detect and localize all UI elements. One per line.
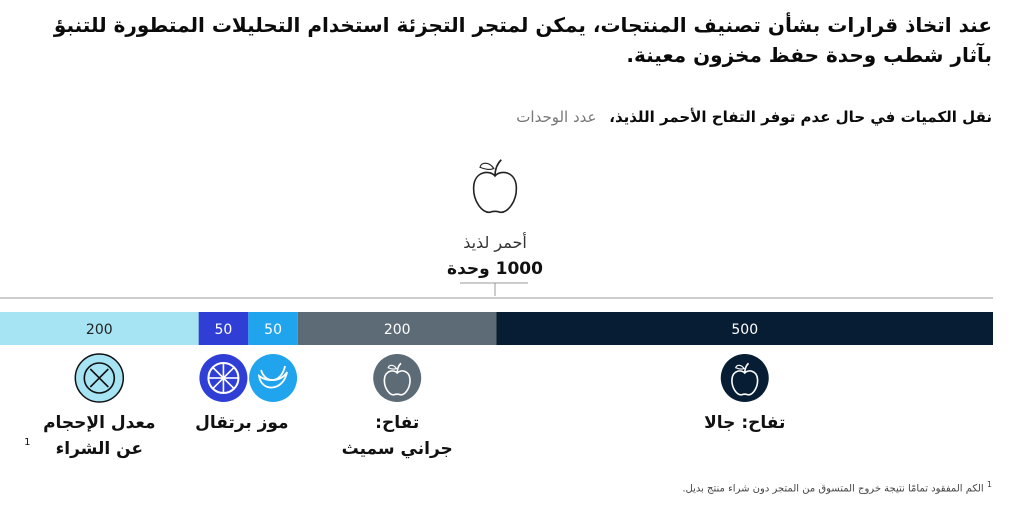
apple-icon-granny: [373, 354, 421, 402]
source-name-label: أحمر لذيذ: [463, 233, 527, 252]
x-circle-icon-lost: [75, 354, 123, 402]
source-apple-group: [447, 160, 543, 279]
category-label-orange-1: برتقال: [195, 413, 252, 433]
source-value-label: 1000 وحدة: [447, 259, 543, 279]
chart-subtitle-unit: عدد الوحدات: [516, 108, 597, 126]
category-label-lost-2: عن الشراء: [55, 439, 144, 459]
value-label-lost: 200: [85, 322, 113, 338]
footnote-marker: 1: [986, 480, 992, 489]
footnote: [682, 480, 992, 494]
category-footnote-lost: 1: [24, 437, 31, 448]
banana-icon-banana: [249, 354, 297, 402]
category-label-gala-1: تفاح: جالا: [704, 413, 786, 433]
category-label-granny-1: تفاح:: [375, 413, 420, 433]
chart-subtitle-main: نقل الكميات في حال عدم توفر التفاح الأحمر اللذيذ،: [609, 108, 992, 126]
source-apple-icon: [474, 160, 517, 213]
category-label-granny-2: جراني سميث: [341, 439, 453, 459]
orange-slice-icon-orange: [199, 354, 247, 402]
category-label-lost-1: معدل الإحجام: [43, 413, 156, 433]
footnote-text: الكم المفقود تمامًا نتيجة خروج المتسوق من المتجر دون شراء منتج بديل.: [682, 483, 984, 495]
apple-icon-gala: [721, 354, 769, 402]
category-label-banana-1: موز: [257, 413, 289, 433]
headline: عند اتخاذ قرارات بشأن تصنيف المنتجات، يمكن لمتجر التجزئة استخدام التحليلات المتطورة للتنبؤ بآثار شطب وحدة حفظ مخزون معينة.: [53, 13, 992, 67]
value-label-orange: 50: [214, 322, 233, 338]
value-label-gala: 500: [731, 322, 759, 338]
value-label-banana: 50: [264, 322, 282, 338]
value-label-granny: 200: [383, 322, 411, 338]
